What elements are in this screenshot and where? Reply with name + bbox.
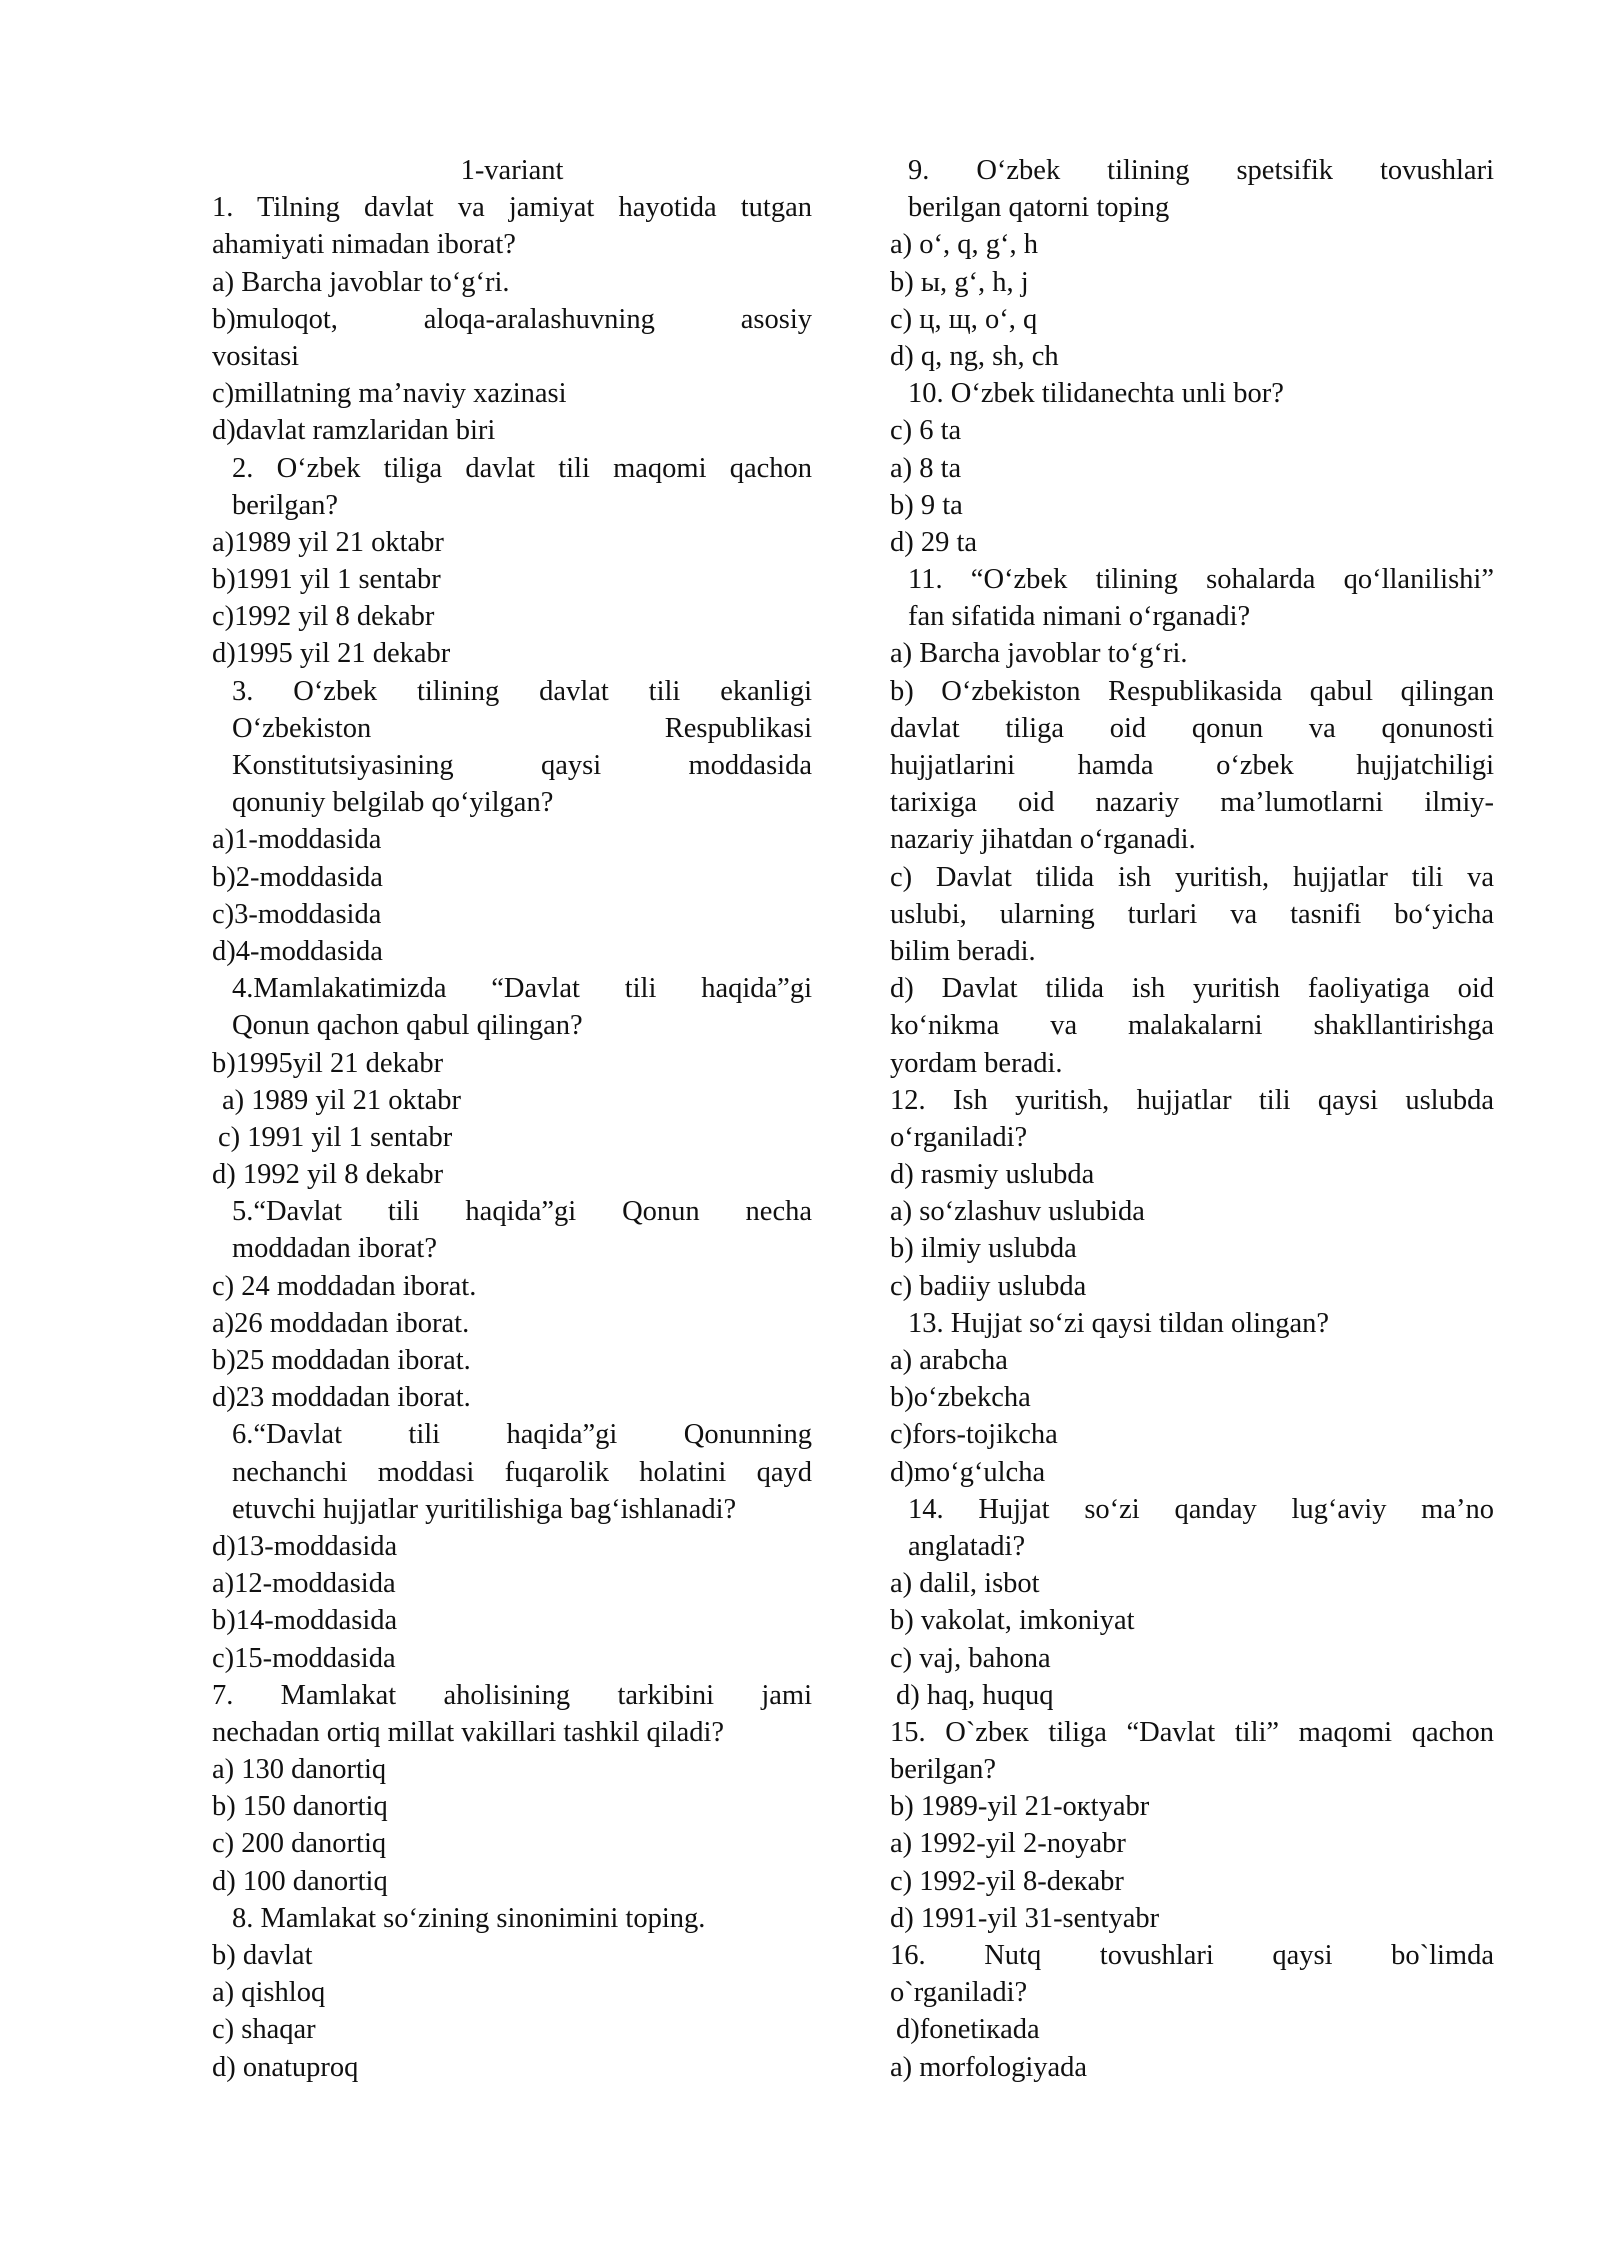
- answer-option: d) q, ng, sh, ch: [890, 340, 1059, 372]
- answer-option: d) 100 danortiq: [212, 1865, 388, 1897]
- question-text: Konstitutsiyasining qaysi moddasida: [232, 750, 812, 781]
- answer-option: a) o‘, q, g‘, h: [890, 229, 1038, 261]
- answer-option: b)1991 yil 1 sentabr: [212, 564, 441, 596]
- question-text: 1. Tilning davlat va jamiyat hayotida tutgan: [212, 192, 812, 224]
- answer-option: d)mo‘g‘ulcha: [890, 1456, 1046, 1488]
- answer-option: a) Barcha javoblar to‘g‘ri.: [212, 266, 510, 298]
- question-text: 12. Ish yuritish, hujjatlar tili qaysi uslubda: [890, 1084, 1494, 1116]
- answer-option: b) 9 ta: [890, 489, 963, 521]
- answer-option: c) 1992-yil 8-deкabr: [890, 1865, 1124, 1897]
- answer-option: a)12-moddasida: [212, 1568, 396, 1600]
- answer-option: nazariy jihatdan o‘rganadi.: [890, 824, 1196, 856]
- answer-option: d)13-moddasida: [212, 1530, 398, 1562]
- answer-option: d)davlat ramzlaridan biri: [212, 415, 496, 447]
- answer-option: b)o‘zbekcha: [890, 1382, 1031, 1414]
- question-text: 3. O‘zbek tilining davlat tili ekanligi: [232, 675, 812, 707]
- answer-option: b) ilmiy uslubda: [890, 1233, 1077, 1265]
- page-title: 1-variant: [460, 155, 564, 186]
- answer-option: a) morfologiyada: [890, 2051, 1088, 2083]
- question-text: berilgan?: [232, 489, 339, 521]
- answer-option: c)3-moddasida: [212, 898, 382, 930]
- answer-option: b) vakolat, imkoniyat: [890, 1605, 1135, 1637]
- answer-option: c) 1991 yil 1 sentabr: [218, 1121, 453, 1153]
- answer-option: b) 150 danortiq: [212, 1791, 388, 1823]
- answer-option: c) badiiy uslubda: [890, 1270, 1087, 1302]
- answer-option: a)1989 yil 21 oktabr: [212, 526, 444, 558]
- question-text: 6.“Davlat tili haqida”gi Qonunning: [232, 1419, 812, 1451]
- answer-option: c) Davlat tilida ish yuritish, hujjatlar tili va: [890, 861, 1494, 893]
- question-text: 13. Hujjat so‘zi qaysi tildan olingan?: [908, 1307, 1330, 1339]
- answer-option: d)fonetiкada: [896, 2014, 1040, 2046]
- question-text: moddadan iborat?: [232, 1233, 437, 1265]
- question-text: etuvchi hujjatlar yuritilishiga bag‘ishlanadi?: [232, 1493, 737, 1525]
- answer-option: a) 1992-yil 2-noyabr: [890, 1828, 1126, 1860]
- answer-option: hujjatlarini hamda o‘zbek hujjatchiligi: [890, 750, 1494, 781]
- question-text: 10. O‘zbek tilidanechta unli bor?: [908, 378, 1284, 410]
- answer-option: a) 130 danortiq: [212, 1754, 387, 1786]
- question-text: nechadan ortiq millat vakillari tashkil qiladi?: [212, 1716, 725, 1748]
- question-text: o`rganiladi?: [890, 1977, 1028, 2009]
- question-text: nechanchi moddasi fuqarolik holatini qayd: [232, 1456, 812, 1488]
- answer-option: a) so‘zlashuv uslubida: [890, 1196, 1145, 1228]
- question-text: ahamiyati nimadan iborat?: [212, 229, 516, 261]
- answer-option: d) 1991-yil 31-sentyabr: [890, 1902, 1160, 1934]
- answer-option: d) haq, huquq: [896, 1679, 1054, 1711]
- answer-option: vositasi: [212, 340, 300, 372]
- answer-option: d) 29 ta: [890, 526, 978, 558]
- question-text: 7. Mamlakat aholisining tarkibini jami: [212, 1679, 812, 1711]
- answer-option: d) onatuproq: [212, 2051, 359, 2083]
- left-column: [212, 152, 812, 2086]
- answer-option: a) 1989 yil 21 oktabr: [222, 1084, 462, 1116]
- answer-option: d)23 moddadan iborat.: [212, 1382, 471, 1414]
- answer-option: b) davlat: [212, 1940, 313, 1971]
- answer-option: c) 6 ta: [890, 415, 962, 447]
- answer-option: a)1-moddasida: [212, 824, 382, 856]
- answer-option: d) rasmiy uslubda: [890, 1159, 1095, 1191]
- answer-option: bilim beradi.: [890, 935, 1036, 967]
- question-text: o‘rganiladi?: [890, 1121, 1028, 1153]
- answer-option: d)1995 yil 21 dekabr: [212, 638, 451, 670]
- answer-option: b)2-moddasida: [212, 861, 383, 893]
- answer-option: c)fors-tojikcha: [890, 1419, 1058, 1451]
- question-text: 4.Mamlakatimizda “Davlat tili haqida”gi: [232, 973, 812, 1005]
- answer-option: c) shaqar: [212, 2014, 316, 2046]
- answer-option: tarixiga oid nazariy ma’lumotlarni ilmiy-: [890, 787, 1494, 819]
- answer-option: a) Barcha javoblar to‘g‘ri.: [890, 638, 1188, 670]
- answer-option: b) 1989-yil 21-окtyabr: [890, 1791, 1150, 1823]
- question-text: 5.“Davlat tili haqida”gi Qonun necha: [232, 1196, 812, 1228]
- question-text: 11. “O‘zbek tilining sohalarda qo‘llanilishi”: [908, 564, 1494, 596]
- question-text: anglatadi?: [908, 1530, 1026, 1562]
- answer-option: c) 200 danortiq: [212, 1828, 387, 1860]
- question-text: berilgan?: [890, 1754, 997, 1786]
- answer-option: b) ы, g‘, h, j: [890, 266, 1029, 298]
- question-text: 14. Hujjat so‘zi qanday lug‘aviy ma’no: [908, 1493, 1494, 1525]
- answer-option: b)25 moddadan iborat.: [212, 1345, 471, 1376]
- answer-option: b) O‘zbekiston Respublikasida qabul qilingan: [890, 675, 1494, 707]
- answer-option: c) vaj, bahona: [890, 1642, 1051, 1674]
- answer-option: b)1995yil 21 dekabr: [212, 1047, 444, 1079]
- answer-option: a) qishloq: [212, 1977, 326, 2009]
- answer-option: a) 8 ta: [890, 452, 962, 484]
- answer-option: ko‘nikma va malakalarni shakllantirishga: [890, 1010, 1494, 1042]
- question-text: 15. O`zbeк tiliga “Davlat tili” maqomi qachon: [890, 1716, 1494, 1748]
- answer-option: a) dalil, isbot: [890, 1568, 1040, 1600]
- question-text: 9. O‘zbek tilining spetsifik tovushlari: [908, 155, 1494, 186]
- answer-option: b)14-moddasida: [212, 1605, 398, 1637]
- question-text: qonuniy belgilab qo‘yilgan?: [232, 787, 554, 819]
- answer-option: c)15-moddasida: [212, 1642, 396, 1674]
- answer-option: a) arabcha: [890, 1345, 1008, 1376]
- answer-option: b)muloqot, aloqa-aralashuvning asosiy: [212, 303, 812, 335]
- question-text: 2. O‘zbek tiliga davlat tili maqomi qachon: [232, 452, 812, 484]
- question-text: O‘zbekiston Respublikasi: [232, 712, 812, 744]
- question-text: Qonun qachon qabul qilingan?: [232, 1010, 583, 1042]
- answer-option: a)26 moddadan iborat.: [212, 1307, 470, 1339]
- answer-option: c)millatning ma’naviy xazinasi: [212, 378, 567, 410]
- answer-option: d) 1992 yil 8 dekabr: [212, 1159, 444, 1191]
- answer-option: davlat tiliga oid qonun va qonunosti: [890, 712, 1494, 744]
- answer-option: c) ц, щ, o‘, q: [890, 303, 1038, 335]
- answer-option: d)4-moddasida: [212, 935, 383, 967]
- answer-option: d) Davlat tilida ish yuritish faoliyatiga oid: [890, 973, 1494, 1005]
- answer-option: yordam beradi.: [890, 1047, 1063, 1079]
- answer-option: c)1992 yil 8 dekabr: [212, 601, 435, 633]
- right-column: [890, 152, 1494, 2086]
- answer-option: c) 24 moddadan iborat.: [212, 1270, 477, 1302]
- question-text: berilgan qatorni toping: [908, 192, 1170, 224]
- question-text: fan sifatida nimani o‘rganadi?: [908, 601, 1251, 633]
- question-text: 8. Mamlakat so‘zining sinonimini toping.: [232, 1902, 706, 1934]
- answer-option: uslubi, ularning turlari va tasnifi bo‘yicha: [890, 898, 1494, 930]
- question-text: 16. Nutq tovushlari qaysi bo`limda: [890, 1940, 1494, 1971]
